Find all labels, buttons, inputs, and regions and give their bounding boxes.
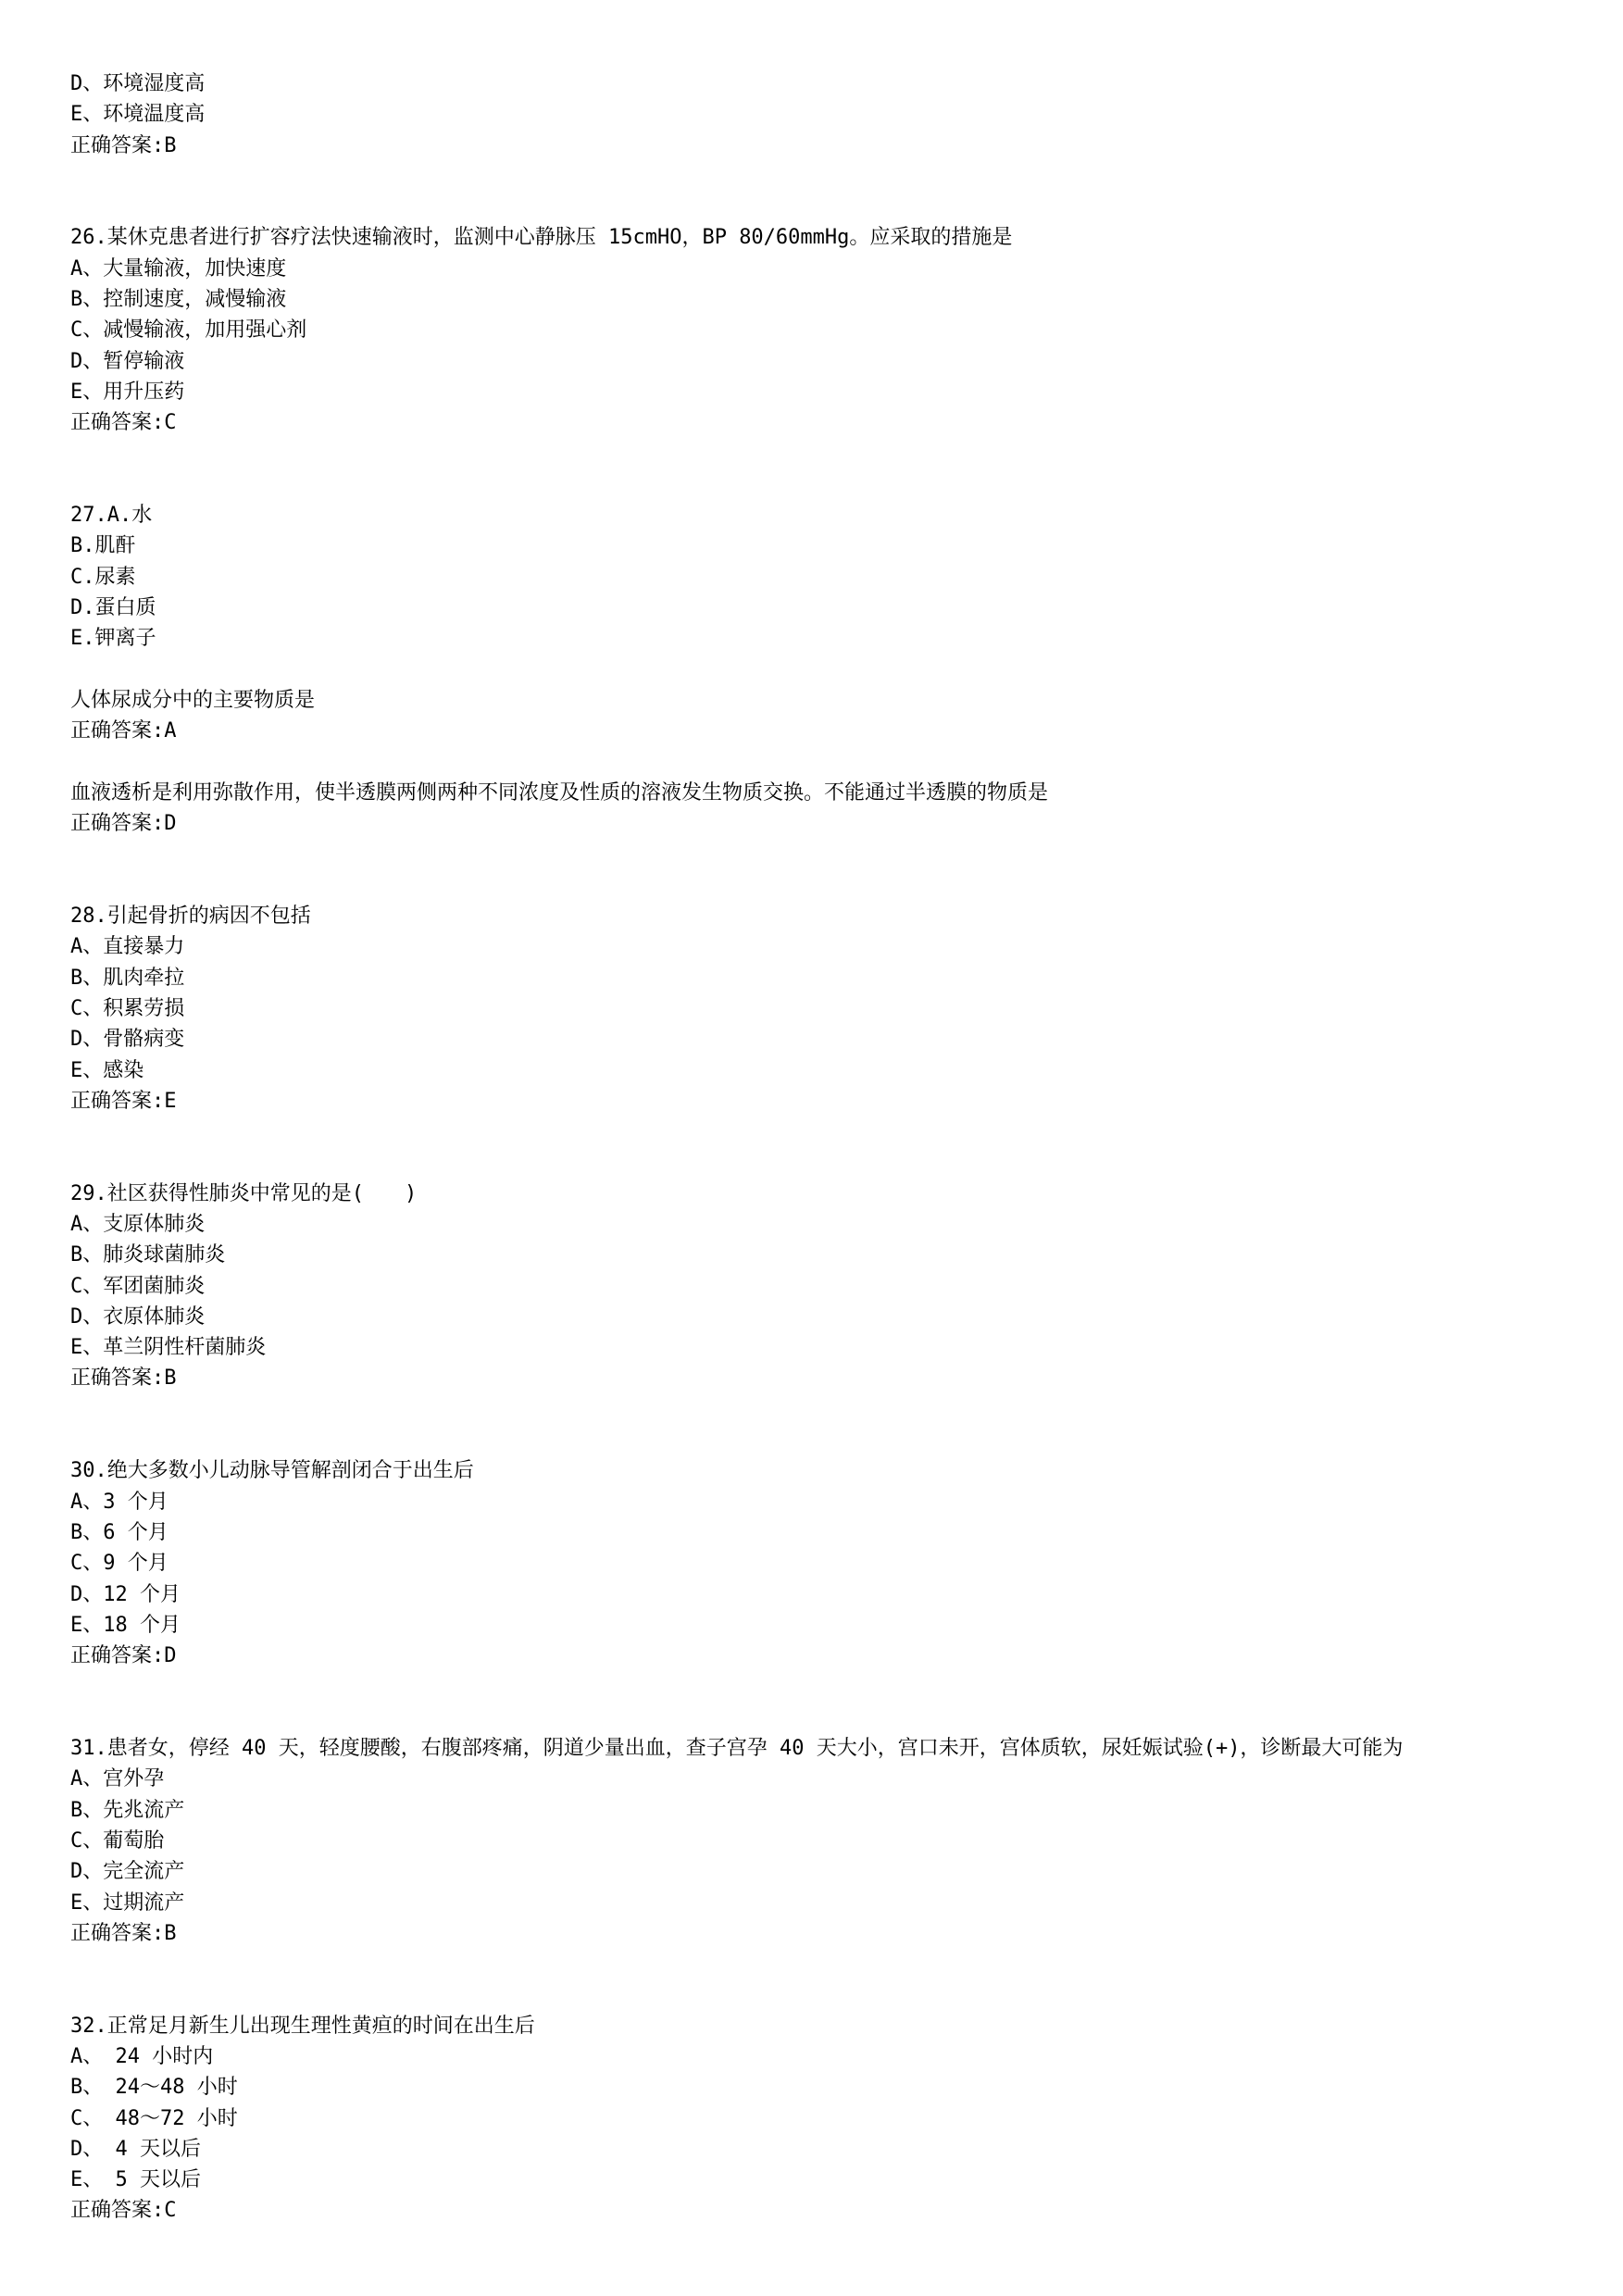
option-d: D、骨骼病变 xyxy=(70,1028,185,1052)
option-a: A、直接暴力 xyxy=(70,935,185,959)
option-d: D、完全流产 xyxy=(70,1860,185,1884)
option-d: D、 4 天以后 xyxy=(70,2137,201,2161)
option-d: D、暂停输液 xyxy=(70,349,185,373)
option-b: B、先兆流产 xyxy=(70,1798,185,1822)
question-26 xyxy=(70,222,1570,438)
option-d: D、12 个月 xyxy=(70,1582,181,1606)
option-d: D、衣原体肺炎 xyxy=(70,1304,206,1329)
sub-question-1: 人体尿成分中的主要物质是 xyxy=(70,688,316,712)
question-28 xyxy=(70,901,1570,1117)
option-e: E、过期流产 xyxy=(70,1890,185,1915)
document-page xyxy=(70,69,1570,2227)
option-e: E、18 个月 xyxy=(70,1613,181,1637)
question-25-tail xyxy=(70,69,1570,161)
question-stem: 31.患者女，停经 40 天，轻度腰酸，右腹部疼痛，阴道少量出血，查子宫孕 40 天大小，宫口未开，宫体质软，尿妊娠试验(+)，诊断最大可能为 xyxy=(70,1737,1404,1761)
option-b: B、 24～48 小时 xyxy=(70,2076,238,2100)
option-e: E、 5 天以后 xyxy=(70,2168,201,2192)
option-a: A、3 个月 xyxy=(70,1490,169,1514)
answer-line: 正确答案:E xyxy=(70,1089,177,1113)
answer-line: 正确答案:B xyxy=(70,1366,177,1391)
option-b: B、肌肉牵拉 xyxy=(70,966,185,990)
question-29 xyxy=(70,1179,1570,1394)
answer-line: 正确答案:C xyxy=(70,411,177,435)
option-b: B、控制速度，减慢输液 xyxy=(70,288,287,312)
question-30 xyxy=(70,1455,1570,1671)
option-e: E、环境温度高 xyxy=(70,103,206,127)
question-27 xyxy=(70,500,1570,839)
answer-line: 正确答案:D xyxy=(70,1644,177,1668)
option-c: C、 48～72 小时 xyxy=(70,2106,238,2130)
question-stem: 30.绝大多数小儿动脉导管解剖闭合于出生后 xyxy=(70,1459,474,1483)
answer-line: 正确答案:D xyxy=(70,812,177,836)
option-c: C、军团菌肺炎 xyxy=(70,1274,206,1298)
option-c: C、葡萄胎 xyxy=(70,1828,165,1853)
answer-line: 正确答案:C xyxy=(70,2199,177,2223)
option-b: B.肌酐 xyxy=(70,534,136,558)
option-a: A、宫外孕 xyxy=(70,1767,165,1791)
question-31 xyxy=(70,1733,1570,1949)
option-a: A、大量输液，加快速度 xyxy=(70,256,287,281)
option-e: E.钾离子 xyxy=(70,627,156,651)
option-a: A、 24 小时内 xyxy=(70,2045,214,2068)
option-c: C.尿素 xyxy=(70,565,136,589)
option-a: A、支原体肺炎 xyxy=(70,1212,206,1236)
answer-line: 正确答案:B xyxy=(70,133,177,157)
question-stem: 29.社区获得性肺炎中常见的是( ) xyxy=(70,1181,418,1205)
option-d: D、环境湿度高 xyxy=(70,72,206,95)
option-c: C、积累劳损 xyxy=(70,996,185,1020)
question-stem: 27.A.水 xyxy=(70,504,153,528)
option-c: C、减慢输液，加用强心剂 xyxy=(70,318,307,343)
option-e: E、感染 xyxy=(70,1058,144,1082)
question-stem: 28.引起骨折的病因不包括 xyxy=(70,905,311,929)
option-e: E、用升压药 xyxy=(70,380,185,404)
question-32 xyxy=(70,2011,1570,2227)
option-c: C、9 个月 xyxy=(70,1552,169,1576)
option-b: B、肺炎球菌肺炎 xyxy=(70,1243,226,1267)
option-b: B、6 个月 xyxy=(70,1520,169,1544)
option-e: E、革兰阴性杆菌肺炎 xyxy=(70,1336,267,1360)
option-d: D.蛋白质 xyxy=(70,596,156,620)
sub-question-2: 血液透析是利用弥散作用，使半透膜两侧两种不同浓度及性质的溶液发生物质交换。不能通过半透膜的物质是 xyxy=(70,780,1049,805)
answer-line: 正确答案:B xyxy=(70,1921,177,1945)
answer-line: 正确答案:A xyxy=(70,719,177,743)
question-stem: 26.某休克患者进行扩容疗法快速输液时，监测中心静脉压 15cmHO，BP 80/60mmHg。应采取的措施是 xyxy=(70,226,1013,250)
question-stem: 32.正常足月新生儿出现生理性黄疸的时间在出生后 xyxy=(70,2014,535,2038)
